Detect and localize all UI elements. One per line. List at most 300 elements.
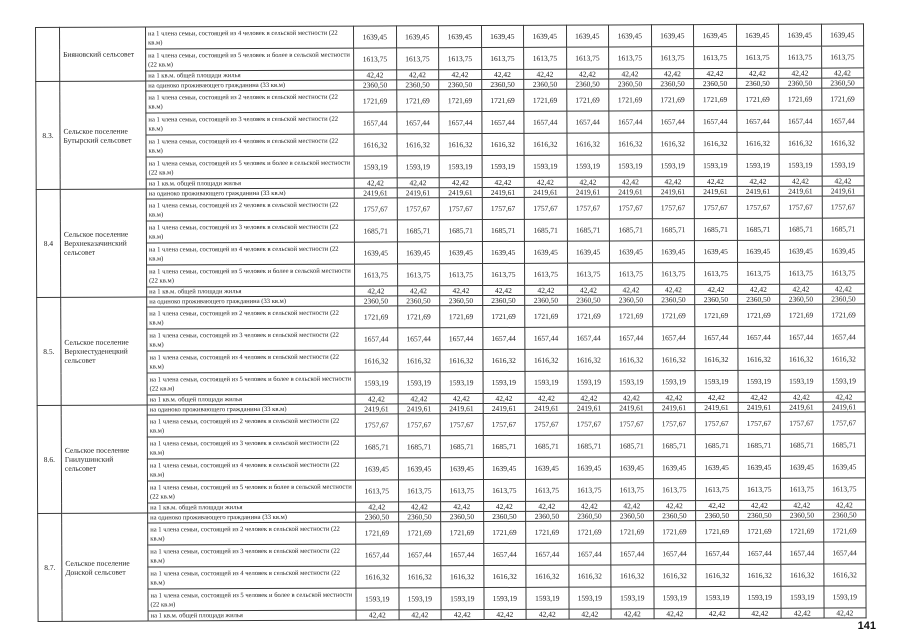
rate-value: 42,42 [739, 608, 782, 618]
rate-value: 1721,69 [524, 89, 567, 111]
rate-value: 1685,71 [610, 435, 653, 457]
rate-value: 1613,75 [568, 479, 611, 501]
rate-value: 42,42 [653, 393, 696, 403]
rate-value: 2360,50 [610, 295, 653, 305]
rate-description: на 1 кв.м. общей площади жилья [146, 178, 354, 189]
rate-value: 1657,44 [481, 111, 524, 133]
rate-value: 1757,67 [653, 413, 696, 435]
rate-value: 1657,44 [356, 544, 399, 566]
rate-value: 42,42 [653, 501, 696, 511]
rate-value: 1593,19 [526, 587, 569, 609]
rate-value: 1593,19 [524, 155, 567, 177]
rate-value: 1639,45 [651, 25, 694, 47]
rate-value: 2360,50 [738, 510, 781, 520]
rate-value: 1757,67 [652, 197, 695, 219]
rate-value: 1593,19 [483, 587, 526, 609]
rate-value: 1639,45 [396, 26, 439, 48]
rate-value: 1721,69 [568, 521, 611, 543]
rate-value: 1616,32 [481, 133, 524, 155]
rate-value: 1721,69 [652, 305, 695, 327]
rate-value: 42,42 [652, 285, 695, 295]
rate-value: 1593,19 [355, 372, 398, 394]
rate-value: 1613,75 [440, 264, 483, 286]
rate-value: 1721,69 [396, 90, 439, 112]
rate-value: 1593,19 [398, 588, 441, 610]
rate-value: 2360,50 [652, 295, 695, 305]
rate-value: 1639,45 [694, 240, 737, 262]
rate-value: 42,42 [611, 501, 654, 511]
rate-description: на 1 члена семьи, состоящей из 3 человек в сельской местности (22 кв.м) [147, 328, 355, 351]
rate-value: 1616,32 [737, 348, 780, 370]
rate-value: 1613,75 [355, 264, 398, 286]
rate-value: 1721,69 [738, 520, 781, 542]
rate-value: 1616,32 [354, 134, 397, 156]
rate-description: на 1 члена семьи, состоящей из 3 человек в сельской местности (22 кв.м) [148, 544, 356, 567]
rate-value: 1616,32 [696, 564, 739, 586]
rate-value: 1613,75 [652, 263, 695, 285]
rate-value: 1593,19 [568, 587, 611, 609]
rate-value: 2360,50 [737, 294, 780, 304]
rate-value: 1757,67 [567, 197, 610, 219]
rate-value: 1639,45 [397, 242, 440, 264]
rate-value: 2360,50 [695, 294, 738, 304]
rate-description: на 1 члена семьи, состоящей из 2 человек в сельской местности (22 кв.м) [148, 522, 356, 545]
rate-value: 42,42 [354, 70, 397, 80]
rate-value: 1593,19 [823, 370, 866, 392]
rate-value: 1639,45 [822, 240, 865, 262]
rate-value: 1721,69 [696, 520, 739, 542]
rate-value: 1757,67 [355, 414, 398, 436]
rate-value: 1685,71 [398, 436, 441, 458]
rate-value: 1757,67 [483, 413, 526, 435]
rate-value: 1616,32 [823, 564, 866, 586]
rate-value: 1657,44 [823, 542, 866, 564]
rate-value: 42,42 [654, 609, 697, 619]
rate-value: 42,42 [398, 394, 441, 404]
rate-value: 1593,19 [738, 370, 781, 392]
rate-value: 1613,75 [610, 263, 653, 285]
rate-value: 1593,19 [439, 156, 482, 178]
rate-value: 1616,32 [397, 350, 440, 372]
rate-description: на 1 кв.м. общей площади жилья [148, 502, 356, 513]
rate-description: на 1 кв.м. общей площади жилья [147, 394, 355, 405]
rate-description: на 1 кв.м. общей площади жилья [148, 610, 356, 621]
rate-value: 42,42 [694, 176, 737, 186]
rate-value: 42,42 [822, 284, 865, 294]
rate-description: на 1 члена семьи, состоящей из 4 человек в сельской местности (22 кв.м) [147, 350, 355, 373]
rate-value: 1616,32 [821, 132, 864, 154]
rate-value: 1657,44 [696, 542, 739, 564]
rate-value: 1613,75 [695, 478, 738, 500]
rate-value: 1657,44 [610, 327, 653, 349]
rate-value: 1616,32 [567, 349, 610, 371]
rate-value: 1639,45 [653, 457, 696, 479]
rate-value: 1721,69 [567, 305, 610, 327]
rate-value: 2360,50 [653, 511, 696, 521]
rate-value: 1657,44 [652, 327, 695, 349]
rate-value: 42,42 [525, 393, 568, 403]
rate-value: 1657,44 [525, 327, 568, 349]
rate-description: на 1 члена семьи, состоящей из 3 человек в сельской местности (22 кв.м) [147, 436, 355, 459]
rate-value: 1657,44 [524, 111, 567, 133]
rate-value: 2419,61 [694, 186, 737, 196]
rate-value: 1593,19 [610, 371, 653, 393]
rate-value: 42,42 [696, 608, 739, 618]
rate-value: 1721,69 [354, 90, 397, 112]
rate-value: 2419,61 [609, 187, 652, 197]
rate-value: 42,42 [567, 177, 610, 187]
rate-value: 1613,75 [483, 479, 526, 501]
rate-value: 42,42 [610, 393, 653, 403]
rate-value: 1616,32 [652, 349, 695, 371]
rate-value: 1721,69 [823, 520, 866, 542]
rate-value: 42,42 [483, 501, 526, 511]
rate-value: 1613,75 [440, 480, 483, 502]
rate-value: 1616,32 [398, 566, 441, 588]
rate-value: 1593,19 [525, 371, 568, 393]
rate-value: 2360,50 [397, 296, 440, 306]
rate-value: 1657,44 [779, 110, 822, 132]
rate-description: на 1 члена семьи, состоящей из 3 человек в сельской местности (22 кв.м) [146, 112, 354, 135]
rate-value: 1657,44 [780, 326, 823, 348]
rate-value: 1757,67 [823, 412, 866, 434]
rate-value: 1757,67 [524, 197, 567, 219]
rate-value: 1639,45 [738, 456, 781, 478]
rate-value: 42,42 [694, 68, 737, 78]
rate-value: 1593,19 [823, 586, 866, 608]
rate-value: 1721,69 [737, 304, 780, 326]
rate-value: 42,42 [611, 609, 654, 619]
rate-value: 1685,71 [439, 220, 482, 242]
rate-value: 1613,75 [566, 47, 609, 69]
rate-value: 2360,50 [354, 80, 397, 90]
rate-description: на 1 члена семьи, состоящей из 4 человек в сельской местности (22 кв.м) [147, 458, 355, 481]
rate-value: 1685,71 [737, 218, 780, 240]
row-number: 8.6. [37, 405, 61, 513]
rate-value: 1657,44 [821, 110, 864, 132]
rate-value: 42,42 [695, 284, 738, 294]
rate-value: 1657,44 [396, 112, 439, 134]
rate-value: 42,42 [526, 609, 569, 619]
rate-value: 42,42 [738, 500, 781, 510]
rate-value: 42,42 [398, 502, 441, 512]
rate-description: на одиноко проживающего гражданина (33 кв.м) [146, 188, 354, 199]
rate-value: 1613,75 [821, 46, 864, 68]
rate-value: 1613,75 [397, 264, 440, 286]
rate-value: 42,42 [482, 285, 525, 295]
rate-value: 1613,75 [780, 262, 823, 284]
rate-value: 42,42 [524, 177, 567, 187]
rate-value: 1757,67 [737, 196, 780, 218]
rate-value: 1593,19 [780, 370, 823, 392]
rate-value: 1657,44 [441, 544, 484, 566]
rate-value: 1639,45 [355, 458, 398, 480]
rate-value: 42,42 [526, 501, 569, 511]
rate-value: 1657,44 [355, 328, 398, 350]
rate-value: 1657,44 [483, 543, 526, 565]
rate-value: 1685,71 [652, 219, 695, 241]
rate-value: 2360,50 [355, 296, 398, 306]
rate-value: 1639,45 [354, 242, 397, 264]
rate-value: 42,42 [568, 501, 611, 511]
rate-value: 1593,19 [483, 371, 526, 393]
rate-value: 2360,50 [821, 78, 864, 88]
rate-description: на 1 члена семьи, состоящей из 5 человек и более в сельской местности (22 кв.м) [146, 156, 354, 179]
rate-value: 1593,19 [694, 154, 737, 176]
rate-value: 1639,45 [695, 456, 738, 478]
rate-value: 2419,61 [568, 403, 611, 413]
rate-value: 42,42 [356, 610, 399, 620]
rate-value: 1593,19 [652, 155, 695, 177]
rate-value: 1721,69 [653, 521, 696, 543]
rate-value: 1721,69 [397, 306, 440, 328]
rate-description: на 1 члена семьи, состоящей из 5 человек и более в сельской местности (22 кв.м) [148, 588, 356, 611]
rate-value: 1657,44 [567, 327, 610, 349]
rate-value: 1616,32 [781, 564, 824, 586]
rate-value: 1721,69 [611, 521, 654, 543]
rate-value: 1757,67 [780, 412, 823, 434]
rate-value: 1593,19 [568, 371, 611, 393]
rate-value: 1657,44 [781, 542, 824, 564]
rate-value: 2360,50 [609, 79, 652, 89]
rate-value: 1757,67 [482, 197, 525, 219]
rate-value: 42,42 [440, 286, 483, 296]
rate-value: 1639,45 [736, 24, 779, 46]
row-number: 8.5. [37, 297, 61, 405]
rate-value: 1616,32 [483, 565, 526, 587]
settlement-name: Сельское поселение Донской сельсовет [62, 513, 148, 621]
rate-value: 2360,50 [482, 295, 525, 305]
rate-value: 1721,69 [566, 89, 609, 111]
rate-description: на 1 члена семьи, состоящей из 4 человек в сельской местности (22 кв.м) [146, 26, 354, 49]
rate-value: 1721,69 [610, 305, 653, 327]
rate-value: 1616,32 [566, 133, 609, 155]
rate-value: 42,42 [396, 70, 439, 80]
rate-value: 42,42 [355, 286, 398, 296]
rate-value: 1613,75 [525, 479, 568, 501]
rate-value: 1721,69 [780, 304, 823, 326]
rate-value: 42,42 [738, 392, 781, 402]
rate-value: 1593,19 [611, 587, 654, 609]
rate-value: 1616,32 [610, 349, 653, 371]
rate-value: 1657,44 [822, 326, 865, 348]
settlement-name: Сельское поселение Верхнеказачинский сельсовет [60, 189, 146, 297]
row-number: 8.3. [36, 81, 60, 189]
rate-value: 1721,69 [483, 521, 526, 543]
rate-value: 1639,45 [780, 456, 823, 478]
rate-value: 1616,32 [482, 349, 525, 371]
rate-value: 42,42 [779, 176, 822, 186]
rate-value: 1685,71 [738, 434, 781, 456]
rate-value: 1685,71 [694, 218, 737, 240]
rate-value: 1721,69 [481, 89, 524, 111]
rate-value: 2360,50 [398, 512, 441, 522]
rate-description: на одиноко проживающего гражданина (33 кв.м) [148, 512, 356, 523]
rate-value: 1616,32 [355, 350, 398, 372]
rate-value: 2360,50 [823, 510, 866, 520]
rate-value: 1593,19 [440, 372, 483, 394]
rate-value: 1685,71 [823, 434, 866, 456]
rate-value: 1593,19 [441, 588, 484, 610]
rate-value: 42,42 [696, 500, 739, 510]
rate-value: 42,42 [441, 610, 484, 620]
rate-value: 1639,45 [524, 241, 567, 263]
rate-value: 1657,44 [482, 327, 525, 349]
rate-value: 1721,69 [398, 522, 441, 544]
rate-value: 1685,71 [355, 436, 398, 458]
rate-value: 1721,69 [440, 306, 483, 328]
rate-value: 1721,69 [822, 304, 865, 326]
rate-value: 1721,69 [651, 89, 694, 111]
rate-value: 1757,67 [398, 414, 441, 436]
rate-value: 1685,71 [609, 219, 652, 241]
rate-description: на 1 члена семьи, состоящей из 4 человек в сельской местности (22 кв.м) [146, 134, 354, 157]
rate-value: 2360,50 [481, 79, 524, 89]
rate-value: 1685,71 [779, 218, 822, 240]
rate-value: 1613,75 [482, 263, 525, 285]
rate-value: 2360,50 [439, 80, 482, 90]
rate-value: 42,42 [568, 393, 611, 403]
rate-value: 1616,32 [736, 132, 779, 154]
rate-value: 2360,50 [526, 511, 569, 521]
rate-value: 2419,61 [482, 187, 525, 197]
rate-value: 1613,75 [524, 47, 567, 69]
rate-value: 2419,61 [738, 402, 781, 412]
rate-description: на 1 кв.м. общей площади жилья [146, 70, 354, 81]
rate-value: 2360,50 [441, 512, 484, 522]
rate-description: на 1 члена семьи, состоящей из 2 человек в сельской местности (22 кв.м) [146, 90, 354, 113]
rate-value: 1593,19 [653, 371, 696, 393]
rate-value: 1613,75 [439, 48, 482, 70]
rate-value: 42,42 [399, 610, 442, 620]
rate-value: 1721,69 [526, 521, 569, 543]
rate-description: на одиноко проживающего гражданина (33 кв.м) [147, 404, 355, 415]
rate-value: 42,42 [569, 609, 612, 619]
rate-value: 42,42 [822, 176, 865, 186]
rate-value: 1639,45 [482, 241, 525, 263]
rate-value: 1613,75 [736, 46, 779, 68]
rate-value: 42,42 [823, 500, 866, 510]
rate-value: 2419,61 [652, 187, 695, 197]
rate-value: 1616,32 [609, 133, 652, 155]
rate-value: 42,42 [441, 502, 484, 512]
rate-value: 1657,44 [694, 110, 737, 132]
rate-value: 42,42 [736, 68, 779, 78]
rate-value: 42,42 [354, 178, 397, 188]
rate-value: 1639,45 [440, 458, 483, 480]
rate-value: 1657,44 [651, 111, 694, 133]
rate-value: 1639,45 [568, 457, 611, 479]
rate-value: 42,42 [781, 500, 824, 510]
rate-value: 1657,44 [737, 326, 780, 348]
rate-value: 1613,75 [355, 480, 398, 502]
rate-value: 1613,75 [653, 479, 696, 501]
rate-value: 1616,32 [738, 564, 781, 586]
rate-value: 2419,61 [567, 187, 610, 197]
rate-value: 1613,75 [738, 478, 781, 500]
settlement-name: Сельское поселение Бутырский сельсовет [60, 81, 146, 189]
rate-value: 42,42 [440, 394, 483, 404]
rate-value: 2360,50 [525, 295, 568, 305]
rate-value: 1639,45 [608, 25, 651, 47]
rate-value: 42,42 [483, 393, 526, 403]
rate-value: 2419,61 [737, 186, 780, 196]
rate-value: 1613,75 [609, 47, 652, 69]
rate-value: 1757,67 [738, 412, 781, 434]
rate-value: 1721,69 [439, 90, 482, 112]
rate-value: 1593,19 [609, 155, 652, 177]
rate-value: 1639,45 [439, 242, 482, 264]
rate-value: 2419,61 [525, 403, 568, 413]
rate-value: 1685,71 [482, 219, 525, 241]
rate-value: 2419,61 [398, 404, 441, 414]
rate-value: 1639,45 [737, 240, 780, 262]
rate-value: 1613,75 [567, 263, 610, 285]
rate-value: 1685,71 [780, 434, 823, 456]
rate-value: 1613,75 [398, 480, 441, 502]
rate-value: 42,42 [355, 394, 398, 404]
rate-value: 1616,32 [440, 350, 483, 372]
rate-description: на 1 члена семьи, состоящей из 2 человек в сельской местности (22 кв.м) [147, 306, 355, 329]
rate-value: 1639,45 [398, 458, 441, 480]
rate-value: 1613,75 [525, 263, 568, 285]
rate-value: 42,42 [566, 69, 609, 79]
rate-value: 2360,50 [524, 79, 567, 89]
rate-value: 1613,75 [610, 479, 653, 501]
rate-value: 42,42 [652, 177, 695, 187]
rate-value: 2360,50 [822, 294, 865, 304]
row-number: 8.4 [36, 189, 60, 297]
rate-value: 1593,19 [781, 586, 824, 608]
rate-value: 42,42 [695, 392, 738, 402]
rate-value: 1657,44 [568, 543, 611, 565]
rate-value: 1613,75 [694, 46, 737, 68]
rate-value: 1613,75 [651, 47, 694, 69]
rate-value: 42,42 [824, 608, 867, 618]
rate-value: 1685,71 [524, 219, 567, 241]
rate-value: 42,42 [397, 178, 440, 188]
rate-value: 1616,32 [822, 348, 865, 370]
rate-value: 42,42 [525, 285, 568, 295]
rate-value: 2419,61 [440, 404, 483, 414]
rate-value: 1657,44 [695, 326, 738, 348]
rate-value: 42,42 [781, 608, 824, 618]
rate-value: 1685,71 [525, 435, 568, 457]
rate-value: 1639,45 [481, 25, 524, 47]
rate-value: 1593,19 [779, 154, 822, 176]
rate-description: на 1 члена семьи, состоящей из 3 человек в сельской местности (22 кв.м) [146, 220, 354, 243]
rate-value: 1721,69 [694, 88, 737, 110]
rate-value: 2419,61 [524, 187, 567, 197]
rate-value: 1593,19 [354, 156, 397, 178]
rate-value: 42,42 [780, 392, 823, 402]
rate-value: 1593,19 [695, 370, 738, 392]
rate-value: 42,42 [484, 609, 527, 619]
rate-value: 2419,61 [397, 188, 440, 198]
rate-value: 1657,44 [609, 111, 652, 133]
rate-value: 1616,32 [441, 566, 484, 588]
rate-value: 42,42 [780, 284, 823, 294]
rate-value: 1613,75 [396, 48, 439, 70]
rate-value: 1639,45 [652, 241, 695, 263]
rate-value: 1613,75 [354, 48, 397, 70]
rate-value: 2360,50 [780, 294, 823, 304]
rate-value: 1721,69 [781, 520, 824, 542]
rate-value: 1639,45 [483, 457, 526, 479]
page-number: 141 [857, 620, 876, 632]
rate-value: 1757,67 [568, 413, 611, 435]
rate-value: 1721,69 [609, 89, 652, 111]
